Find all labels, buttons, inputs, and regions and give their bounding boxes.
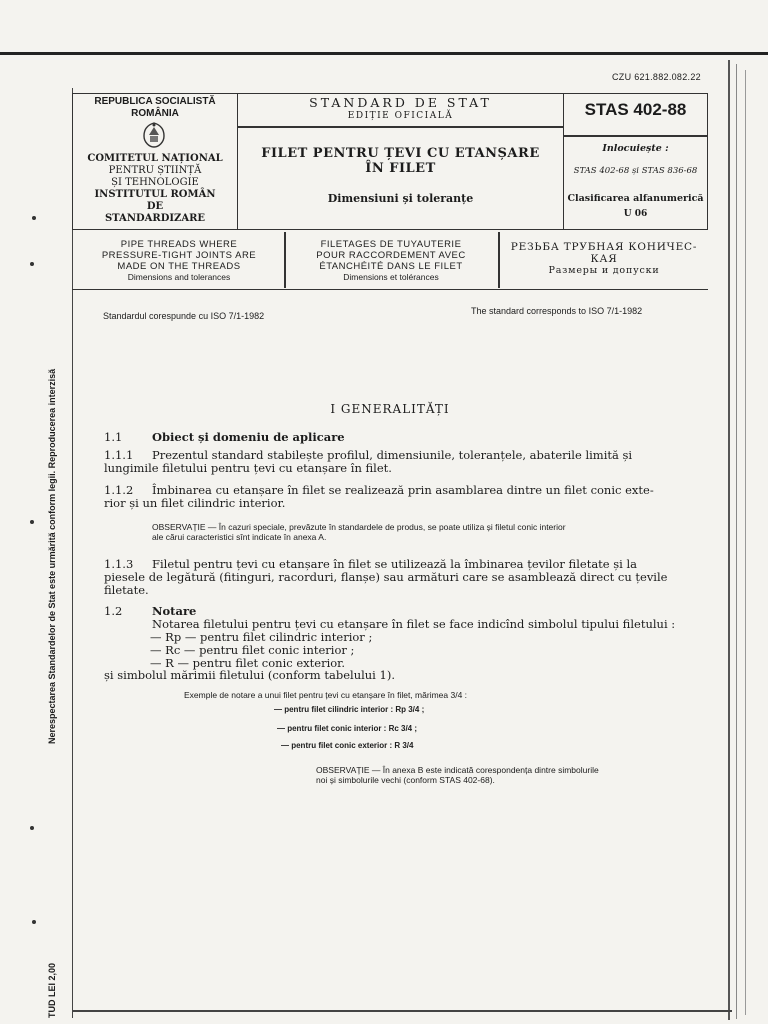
iso-correspondence-ro: Standardul corespunde cu ISO 7/1-1982 [103, 311, 265, 321]
notation-item: — R — pentru filet conic exterior. [150, 656, 346, 670]
header-right-divider [563, 135, 708, 137]
clause-1-1-1: 1.1.1 Prezentul standard stabilește profilul, dimensiunile, toleranțele, abaterile limită și lungimile filetului pentru țevi cu etanșare în filet. [104, 448, 633, 475]
example-rp: — pentru filet cilindric interior : Rp 3/4 ; [274, 705, 425, 714]
title-russian: РЕЗЬБА ТРУБНАЯ КОНИЧЕС- КАЯ Размеры и допуски [510, 241, 698, 276]
document-subtitle: Dimensiuni și toleranțe [327, 192, 474, 205]
clause-1-1: 1.1 Obiect și domeniu de aplicare [104, 430, 345, 444]
top-rule [0, 52, 768, 55]
iso-correspondence-en: The standard corresponds to ISO 7/1-1982 [471, 306, 643, 316]
observation-2: OBSERVAȚIE — În anexa B este indicată corespondența dintre simbolurile noi și simbolurile vechi (conform STAS 402-68). [316, 765, 599, 785]
title-english: PIPE THREADS WHERE PRESSURE-TIGHT JOINTS ARE MADE ON THE THREADS Dimensions and tolerances [101, 239, 257, 282]
example-rc: — pentru filet conic interior : Rc 3/4 ; [277, 724, 418, 733]
notation-item: — Rc — pentru filet conic interior ; [150, 643, 355, 657]
replaces-value: STAS 402-68 și STAS 836-68 [573, 166, 698, 176]
example-title: Exemple de notare a unui filet pentru țevi cu etanșare în filet, mărimea 3/4 : [184, 690, 468, 700]
binding-hole-mark [30, 520, 34, 524]
header-mid-divider [238, 126, 563, 128]
replaces-label: Inlocuiește : [602, 143, 669, 154]
price-label: TUD LEI 2,00 [47, 962, 57, 1018]
classification-label: Clasificarea alfanumerică [567, 193, 704, 204]
edition-label: EDIȚIE OFICIALĂ [347, 111, 454, 121]
notation-list [150, 631, 372, 670]
classification-value: U 06 [623, 209, 648, 219]
clause-1-1-3: 1.1.3 Filetul pentru țevi cu etanșare în filet se utilizează la îmbinarea țevilor filetate și la piesele de legătură (fitinguri, racorduri, flanșe) sau armături care se asamblează direct cu țevile filetate. [104, 557, 668, 597]
title-french: FILETAGES DE TUYAUTERIE POUR RACCORDEMENT AVEC ÉTANCHÉITÉ DANS LE FILET Dimensions et tolérances [316, 239, 466, 282]
binding-hole-mark [32, 216, 36, 220]
document-title: FILET PENTRU ȚEVI CU ETANȘARE ÎN FILET [261, 146, 540, 176]
clause-1-2: 1.2 Notare Notarea filetului pentru țevi cu etanșare în filet se face indicînd simbolul tipului filetului : [104, 604, 676, 631]
czu-code: CZU 621.882.082.22 [612, 72, 701, 82]
standard-label: STANDARD DE STAT [309, 95, 492, 110]
binding-hole-mark [32, 920, 36, 924]
clause-1-1-2: 1.1.2 Îmbinarea cu etanșare în filet se realizează prin asamblarea dintre un filet conic exte- rior și un filet cilindric interior. [104, 483, 654, 510]
section-heading: I GENERALITĂȚI [330, 402, 450, 416]
right-page-edge [728, 60, 730, 1020]
side-legal-notice: Nerespectarea Standardelor de Stat este urmărită conform legii. Reproducerea interzisă [47, 368, 57, 744]
right-page-edge-2 [736, 64, 737, 1019]
translations-divider-2 [498, 232, 500, 288]
notation-end: și simbolul mărimii filetului (conform tabelului 1). [104, 668, 395, 682]
binding-hole-mark [30, 262, 34, 266]
country-name: REPUBLICA SOCIALISTĂ ROMÂNIA [94, 96, 216, 119]
notation-item: — Rp — pentru filet cilindric interior ; [150, 630, 373, 644]
coat-of-arms-icon [141, 121, 167, 149]
stas-number: STAS 402-88 [584, 100, 687, 119]
binding-hole-mark [30, 826, 34, 830]
observation-1: OBSERVAȚIE — În cazuri speciale, prevăzute în standardele de produs, se poate utiliza și filetul conic interior ale cărui caracteristici sînt indicate în anexa A. [152, 522, 566, 542]
translations-divider-1 [284, 232, 286, 288]
right-page-edge-3 [745, 70, 746, 1015]
committee-name: COMITETUL NAȚIONAL PENTRU ȘTIINȚĂ ȘI TEHNOLOGIE INSTITUTUL ROMÂN DE STANDARDIZARE [87, 153, 223, 224]
bottom-rule [72, 1010, 732, 1012]
example-r: — pentru filet conic exterior : R 3/4 [281, 741, 414, 750]
